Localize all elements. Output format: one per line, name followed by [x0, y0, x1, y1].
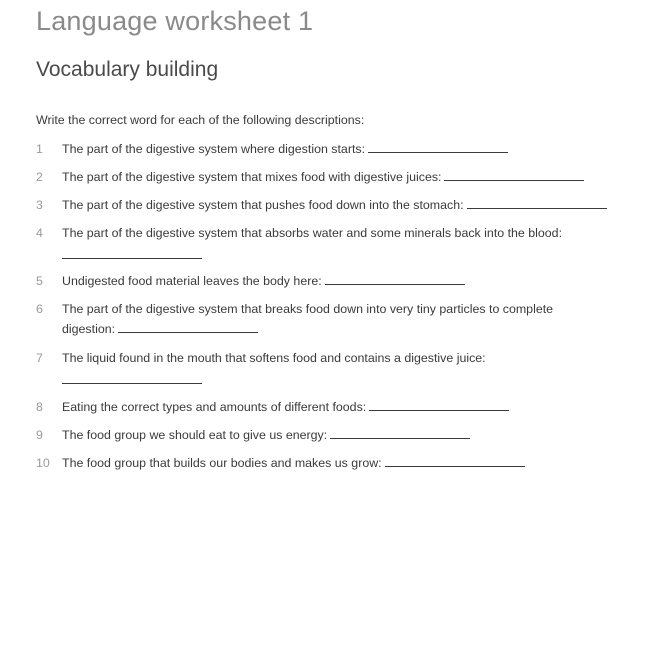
- instruction-text: Write the correct word for each of the following descriptions:: [36, 113, 365, 127]
- question-number: 2: [36, 170, 43, 184]
- question-number: 8: [36, 400, 43, 414]
- question-number: 1: [36, 142, 43, 156]
- question-text: The liquid found in the mouth that softens food and contains a digestive juice:: [62, 351, 486, 365]
- answer-blank[interactable]: [62, 371, 202, 384]
- question-number: 7: [36, 351, 43, 365]
- answer-blank[interactable]: [444, 168, 584, 181]
- answer-blank[interactable]: [467, 196, 607, 209]
- question-text-continued: digestion:: [62, 322, 116, 336]
- answer-blank[interactable]: [325, 272, 465, 285]
- answer-blank[interactable]: [330, 426, 470, 439]
- question-number: 10: [36, 456, 50, 470]
- question-number: 3: [36, 198, 43, 212]
- question-text: The food group we should eat to give us energy:: [62, 425, 636, 445]
- answer-blank[interactable]: [385, 454, 525, 467]
- question-number: 5: [36, 274, 43, 288]
- worksheet-title: Language worksheet 1: [36, 6, 314, 36]
- question-number: 6: [36, 302, 43, 316]
- question-text: The food group that builds our bodies and makes us grow:: [62, 453, 636, 473]
- question-text: Undigested food material leaves the body here:: [62, 271, 636, 291]
- answer-blank[interactable]: [62, 246, 202, 259]
- question-text: The part of the digestive system that breaks food down into very tiny particles to complete: [62, 302, 554, 316]
- question-text: The part of the digestive system that pushes food down into the stomach:: [62, 195, 636, 215]
- answer-blank[interactable]: [369, 398, 509, 411]
- question-number: 9: [36, 428, 43, 442]
- question-text: The part of the digestive system that absorbs water and some minerals back into the blood:: [62, 226, 563, 240]
- question-text: The part of the digestive system where digestion starts:: [62, 139, 636, 159]
- question-number: 4: [36, 226, 43, 240]
- section-heading: Vocabulary building: [36, 58, 219, 81]
- answer-blank[interactable]: [118, 320, 258, 333]
- answer-blank[interactable]: [368, 140, 508, 153]
- question-text: The part of the digestive system that mixes food with digestive juices:: [62, 167, 636, 187]
- question-text: Eating the correct types and amounts of different foods:: [62, 397, 636, 417]
